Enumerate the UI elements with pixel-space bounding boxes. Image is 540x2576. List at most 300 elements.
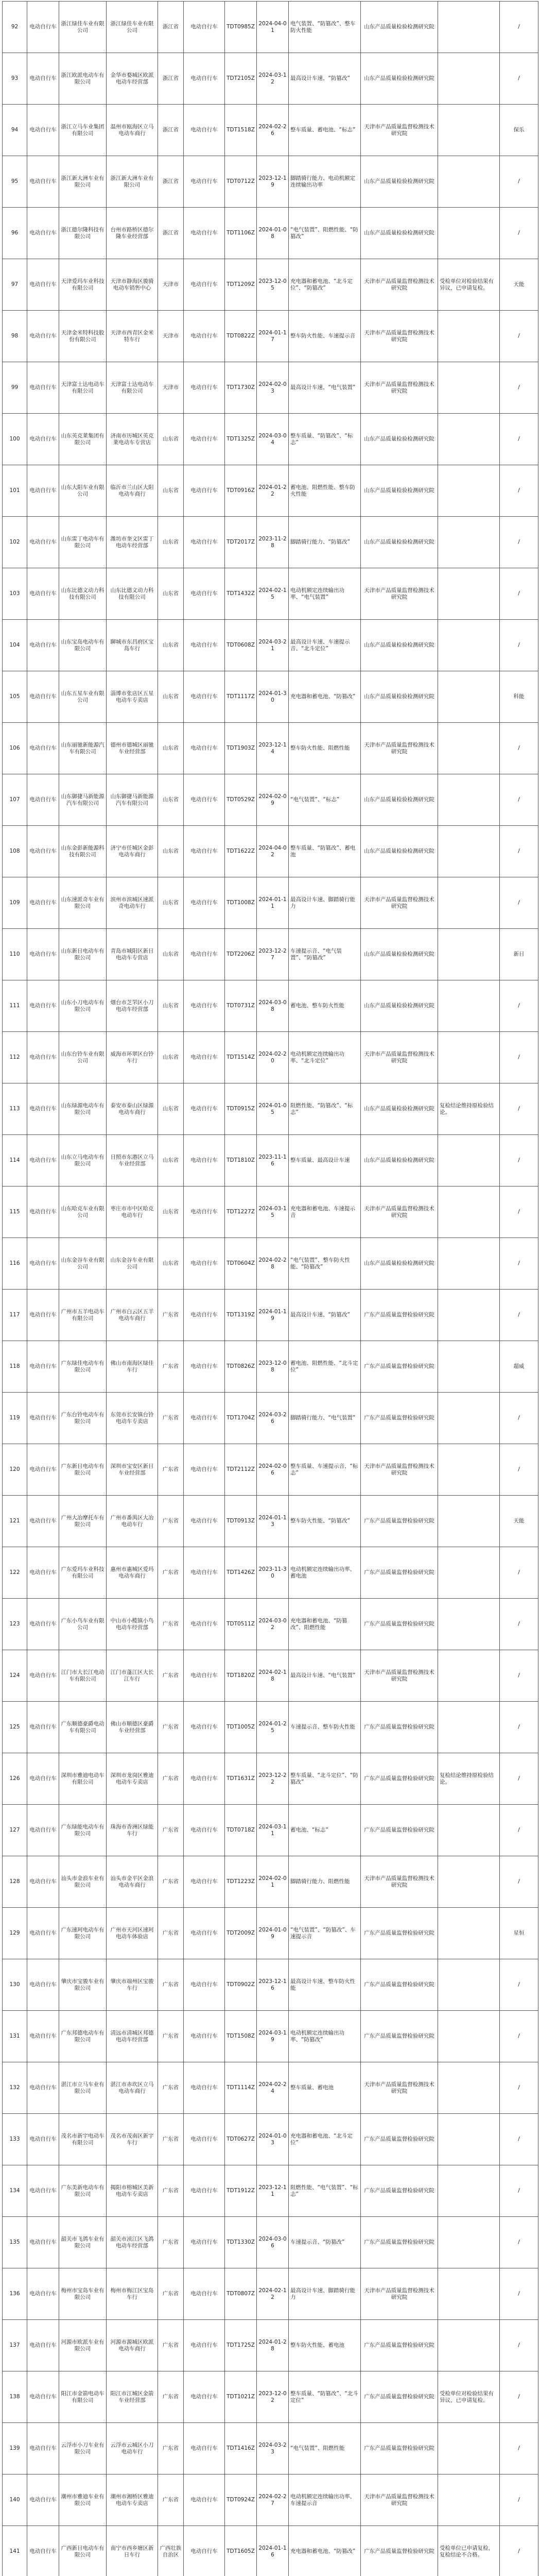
row-number-text: 126	[9, 1775, 20, 1782]
nominal-manufacturer-cell	[59, 53, 107, 105]
nominal-manufacturer-cell	[59, 1290, 107, 1341]
row-number-cell	[3, 1032, 27, 1083]
province-text: 天津市	[162, 333, 179, 339]
brand-cell	[500, 1702, 538, 1753]
row-number-text: 136	[9, 2291, 20, 2297]
failed-items-text: 脚踏骑行能力、阻燃性能	[290, 1878, 350, 1885]
nominal-manufacturer-cell	[59, 2268, 107, 2320]
failed-items-text: 电动机额定连续输出功率、蓄电池	[290, 1566, 355, 1579]
province-text: 山东省	[162, 900, 179, 906]
table-row	[3, 1856, 538, 1908]
remarks-cell	[438, 2268, 500, 2320]
model-number-text: TDT1820Z	[227, 1672, 255, 1679]
model-number-text: TDT1725Z	[227, 2342, 255, 2348]
province-cell	[158, 2011, 184, 2062]
testing-agency-cell	[361, 1496, 438, 1547]
row-number-text: 127	[9, 1827, 20, 1833]
row-number-cell	[3, 465, 27, 517]
row-number-cell	[3, 1238, 27, 1290]
testing-agency-text: 广东产品质量监督检验研究院	[364, 1621, 434, 1627]
row-number-cell	[3, 1753, 27, 1805]
production-date-text: 2024-01-09	[258, 1926, 287, 1940]
testing-agency-text: 天津市产品质量监督检测技术研究院	[364, 1463, 434, 1476]
nominal-manufacturer-text: 广东顺德豪爵电动车有限公司	[61, 1720, 104, 1734]
brand-text: /	[518, 24, 520, 30]
nominal-manufacturer-text: 广东速珂电动车有限公司	[61, 1926, 104, 1940]
table-row	[3, 568, 538, 620]
row-number-cell	[3, 2114, 27, 2165]
testing-agency-text: 广东产品质量监督检验研究院	[364, 1312, 434, 1318]
product-category-cell	[27, 1805, 59, 1856]
model-number-text: TDT2009Z	[227, 1930, 255, 1936]
inspected-unit-cell	[107, 2217, 158, 2268]
row-number-text: 119	[9, 1415, 20, 1421]
table-row	[3, 671, 538, 723]
product-category-text: 电动自行车	[29, 1260, 57, 1266]
province-text: 山东省	[162, 1106, 179, 1112]
product-name-text: 电动自行车	[190, 693, 218, 700]
nominal-manufacturer-text: 广东小鸟车业有限公司	[61, 1617, 104, 1631]
province-cell	[158, 414, 184, 465]
nominal-manufacturer-text: 广西新日电动车有限公司	[61, 2545, 104, 2558]
nominal-manufacturer-text: 河源市欧派车业有限公司	[61, 2338, 104, 2352]
product-category-cell	[27, 1393, 59, 1444]
product-name-cell	[184, 1805, 225, 1856]
testing-agency-cell	[361, 2062, 438, 2114]
product-name-cell	[184, 1290, 225, 1341]
product-name-cell	[184, 1083, 225, 1135]
model-number-text: TDT0807Z	[227, 2291, 255, 2297]
product-category-cell	[27, 2268, 59, 2320]
model-number-cell	[225, 1753, 257, 1805]
product-category-text: 电动自行车	[29, 1209, 57, 1215]
inspected-unit-cell	[107, 723, 158, 774]
product-name-text: 电动自行车	[190, 1930, 218, 1936]
row-number-cell	[3, 980, 27, 1032]
model-number-text: TDT1117Z	[227, 693, 255, 700]
inspected-unit-text: 湛江市赤坎区立马电动车商行	[110, 2081, 154, 2094]
model-number-cell	[225, 774, 257, 826]
product-category-text: 电动自行车	[29, 951, 57, 957]
product-category-cell	[27, 2062, 59, 2114]
nominal-manufacturer-text: 山东大阳车业有限公司	[61, 484, 104, 497]
failed-items-cell	[289, 2423, 361, 2475]
row-number-cell	[3, 517, 27, 568]
inspected-unit-cell	[107, 929, 158, 980]
province-text: 山东省	[162, 951, 179, 957]
brand-text: /	[518, 2497, 520, 2503]
nominal-manufacturer-cell	[59, 877, 107, 929]
row-number-text: 107	[9, 796, 20, 803]
product-category-cell	[27, 105, 59, 156]
product-name-text: 电动自行车	[190, 2136, 218, 2142]
model-number-text: TDT1518Z	[227, 127, 255, 133]
row-number-cell	[3, 877, 27, 929]
brand-text: /	[518, 642, 520, 648]
model-number-cell	[225, 1650, 257, 1702]
inspected-unit-text: 河源市源城区欧派电动车商行	[110, 2338, 154, 2352]
product-name-cell	[184, 53, 225, 105]
model-number-text: TDT1008Z	[227, 900, 255, 906]
model-number-text: TDT0608Z	[227, 642, 255, 648]
product-category-cell	[27, 2320, 59, 2371]
failed-items-text: 最高设计车速、脚踏骑行能力	[290, 2287, 355, 2300]
production-date-cell	[257, 1496, 289, 1547]
failed-items-cell	[289, 259, 361, 311]
table-row	[3, 311, 538, 362]
failed-items-text: 整车质量、“防篡改”、“标志”	[290, 432, 353, 446]
product-category-text: 电动自行车	[29, 333, 57, 339]
product-category-text: 电动自行车	[29, 384, 57, 391]
remarks-cell	[438, 1702, 500, 1753]
failed-items-text: 充电器和蓄电池、“北斗定位”、“防篡改”	[290, 278, 353, 291]
remarks-cell	[438, 929, 500, 980]
product-category-text: 电动自行车	[29, 1312, 57, 1318]
production-date-cell	[257, 774, 289, 826]
production-date-cell	[257, 2062, 289, 2114]
testing-agency-text: 广东产品质量监督检验研究院	[364, 2445, 434, 2451]
production-date-cell	[257, 208, 289, 259]
product-name-cell	[184, 1032, 225, 1083]
brand-cell	[500, 1496, 538, 1547]
nominal-manufacturer-text: 山东速派奇车业有限公司	[61, 896, 104, 909]
province-cell	[158, 1290, 184, 1341]
product-name-cell	[184, 774, 225, 826]
product-name-cell	[184, 414, 225, 465]
model-number-cell	[225, 517, 257, 568]
brand-text: /	[518, 2239, 520, 2245]
product-name-text: 电动自行车	[190, 2342, 218, 2348]
production-date-cell	[257, 2, 289, 53]
testing-agency-cell	[361, 1805, 438, 1856]
nominal-manufacturer-text: 湛江市立马车业有限公司	[61, 2081, 104, 2094]
table-row	[3, 105, 538, 156]
province-cell	[158, 517, 184, 568]
testing-agency-cell	[361, 1702, 438, 1753]
row-number-text: 93	[11, 75, 19, 81]
table-row	[3, 517, 538, 568]
province-cell	[158, 2320, 184, 2371]
remarks-text: 复检结论维持原检验结论。	[440, 1102, 494, 1115]
product-category-cell	[27, 53, 59, 105]
province-text: 广东省	[162, 1466, 179, 1472]
table-row	[3, 1496, 538, 1547]
model-number-cell	[225, 208, 257, 259]
product-name-cell	[184, 1496, 225, 1547]
testing-agency-cell	[361, 671, 438, 723]
testing-agency-cell	[361, 2011, 438, 2062]
row-number-text: 114	[9, 1157, 20, 1163]
product-name-text: 电动自行车	[190, 1209, 218, 1215]
table-row	[3, 208, 538, 259]
product-name-cell	[184, 156, 225, 208]
brand-text: /	[518, 1569, 520, 1575]
nominal-manufacturer-cell	[59, 465, 107, 517]
production-date-text: 2024-01-30	[258, 690, 287, 703]
brand-cell	[500, 311, 538, 362]
failed-items-cell	[289, 2526, 361, 2576]
testing-agency-cell	[361, 311, 438, 362]
production-date-text: 2024-03-19	[258, 2029, 287, 2043]
product-name-cell	[184, 2268, 225, 2320]
province-cell	[158, 1083, 184, 1135]
product-category-cell	[27, 671, 59, 723]
row-number-cell	[3, 1599, 27, 1650]
nominal-manufacturer-cell	[59, 1753, 107, 1805]
product-category-cell	[27, 1547, 59, 1599]
inspected-unit-text: 清远市清城区邦德电动车经营部	[110, 2029, 154, 2043]
production-date-text: 2024-02-20	[258, 1050, 287, 1064]
brand-cell	[500, 1393, 538, 1444]
model-number-cell	[225, 1290, 257, 1341]
model-number-text: TDT1631Z	[227, 1775, 255, 1782]
inspected-unit-text: 珠海市香洲区绿能车行	[110, 1823, 154, 1837]
brand-text: 新日	[513, 951, 525, 957]
inspected-unit-cell	[107, 465, 158, 517]
province-cell	[158, 1702, 184, 1753]
product-name-cell	[184, 259, 225, 311]
province-text: 山东省	[162, 745, 179, 751]
failed-items-text: 车速提示音、整车防火性能	[290, 1724, 355, 1730]
province-text: 广东省	[162, 2239, 179, 2245]
nominal-manufacturer-cell	[59, 1959, 107, 2011]
inspected-unit-text: 深圳市龙岗区雅迪电动车专卖店	[110, 1772, 154, 1785]
remarks-cell	[438, 1083, 500, 1135]
model-number-text: TDT1021Z	[227, 2394, 255, 2400]
row-number-text: 115	[9, 1209, 20, 1215]
model-number-cell	[225, 259, 257, 311]
product-name-text: 电动自行车	[190, 1724, 218, 1730]
product-name-text: 电动自行车	[190, 384, 218, 391]
product-name-text: 电动自行车	[190, 230, 218, 236]
brand-cell	[500, 1805, 538, 1856]
production-date-text: 2024-02-06	[258, 1463, 287, 1476]
brand-cell	[500, 1135, 538, 1187]
product-name-text: 电动自行车	[190, 848, 218, 854]
production-date-text: 2024-02-27	[258, 2493, 287, 2506]
nominal-manufacturer-text: 山东新日电动车有限公司	[61, 947, 104, 961]
testing-agency-text: 广东产品质量监督检验研究院	[364, 1569, 434, 1575]
nominal-manufacturer-cell	[59, 1393, 107, 1444]
row-number-cell	[3, 362, 27, 414]
table-body	[3, 2, 538, 2576]
inspected-unit-cell	[107, 311, 158, 362]
product-name-text: 电动自行车	[190, 1003, 218, 1009]
row-number-text: 118	[9, 1363, 20, 1369]
nominal-manufacturer-cell	[59, 1496, 107, 1547]
product-name-text: 电动自行车	[190, 24, 218, 30]
remarks-cell	[438, 1650, 500, 1702]
row-number-cell	[3, 53, 27, 105]
failed-items-text: 整车质量、“防篡改”、“北斗定位”	[290, 2390, 358, 2403]
failed-items-cell	[289, 1856, 361, 1908]
inspected-unit-cell	[107, 2371, 158, 2423]
product-name-text: 电动自行车	[190, 1672, 218, 1679]
remarks-cell	[438, 980, 500, 1032]
row-number-cell	[3, 2526, 27, 2576]
testing-agency-cell	[361, 929, 438, 980]
row-number-text: 138	[9, 2394, 20, 2400]
inspected-unit-text: 云浮市云城区小刀电动车行	[110, 2442, 154, 2455]
product-name-cell	[184, 929, 225, 980]
production-date-cell	[257, 1702, 289, 1753]
failed-items-cell	[289, 1083, 361, 1135]
inspected-unit-text: 济宁市任城区金彭电动车商行	[110, 844, 154, 858]
table-row	[3, 465, 538, 517]
brand-text: /	[518, 487, 520, 494]
testing-agency-text: 广东产品质量监督检验研究院	[364, 1981, 434, 1988]
product-category-cell	[27, 2165, 59, 2217]
testing-agency-cell	[361, 2526, 438, 2576]
product-category-text: 电动自行车	[29, 281, 57, 287]
product-name-cell	[184, 1599, 225, 1650]
model-number-cell	[225, 311, 257, 362]
product-category-text: 电动自行车	[29, 2239, 57, 2245]
production-date-cell	[257, 2320, 289, 2371]
table-row	[3, 1187, 538, 1238]
failed-items-cell	[289, 517, 361, 568]
province-cell	[158, 1599, 184, 1650]
nominal-manufacturer-text: 江门市大长江电动车有限公司	[61, 1669, 104, 1682]
production-date-text: 2024-03-04	[258, 432, 287, 446]
product-category-text: 电动自行车	[29, 642, 57, 648]
product-name-cell	[184, 1393, 225, 1444]
model-number-cell	[225, 2423, 257, 2475]
product-category-text: 电动自行车	[29, 2342, 57, 2348]
testing-agency-cell	[361, 1547, 438, 1599]
product-category-text: 电动自行车	[29, 2188, 57, 2194]
testing-agency-text: 山东产品质量检验检测研究院	[364, 642, 434, 648]
product-name-text: 电动自行车	[190, 281, 218, 287]
model-number-cell	[225, 53, 257, 105]
inspected-unit-cell	[107, 2423, 158, 2475]
model-number-cell	[225, 2114, 257, 2165]
testing-agency-text: 天津市产品质量监督检测技术研究院	[364, 329, 434, 343]
production-date-text: 2024-03-12	[258, 72, 287, 85]
model-number-cell	[225, 1393, 257, 1444]
row-number-cell	[3, 620, 27, 671]
brand-cell	[500, 1959, 538, 2011]
product-category-cell	[27, 2423, 59, 2475]
model-number-text: TDT0731Z	[227, 1003, 255, 1009]
model-number-cell	[225, 1805, 257, 1856]
product-name-text: 电动自行车	[190, 2033, 218, 2039]
testing-agency-text: 天津市产品质量监督检测技术研究院	[364, 587, 434, 600]
product-category-cell	[27, 1702, 59, 1753]
table-row	[3, 774, 538, 826]
testing-agency-text: 山东产品质量检验检测研究院	[364, 24, 434, 30]
nominal-manufacturer-text: 山东立马电动车有限公司	[61, 1154, 104, 1167]
brand-text: /	[518, 2136, 520, 2142]
row-number-cell	[3, 156, 27, 208]
failed-items-text: 阻燃性能、“防篡改”、“标志”	[290, 1102, 353, 1115]
nominal-manufacturer-cell	[59, 929, 107, 980]
nominal-manufacturer-cell	[59, 1444, 107, 1496]
production-date-text: 2024-01-17	[258, 329, 287, 343]
inspected-unit-text: 台州市路桥区德尔隆车业经营部	[110, 226, 154, 240]
product-category-text: 电动自行车	[29, 2136, 57, 2142]
product-category-cell	[27, 1444, 59, 1496]
model-number-cell	[225, 1959, 257, 2011]
product-name-text: 电动自行车	[190, 2239, 218, 2245]
production-date-cell	[257, 568, 289, 620]
model-number-cell	[225, 877, 257, 929]
remarks-cell	[438, 465, 500, 517]
failed-items-cell	[289, 1393, 361, 1444]
product-category-cell	[27, 259, 59, 311]
brand-cell	[500, 2371, 538, 2423]
brand-cell	[500, 1856, 538, 1908]
province-text: 广东省	[162, 1775, 179, 1782]
production-date-cell	[257, 1187, 289, 1238]
product-name-text: 电动自行车	[190, 1775, 218, 1782]
failed-items-cell	[289, 1805, 361, 1856]
model-number-text: TDT0511Z	[227, 1621, 255, 1627]
testing-agency-cell	[361, 156, 438, 208]
failed-items-text: 蓄电池、阻燃性能、整车防火性能	[290, 484, 355, 497]
model-number-text: TDT1005Z	[227, 1724, 255, 1730]
inspected-unit-text: 日照市东港区立马车业经营部	[110, 1154, 154, 1167]
testing-agency-text: 山东产品质量检验检测研究院	[364, 1003, 434, 1009]
product-name-text: 电动自行车	[190, 1260, 218, 1266]
model-number-cell	[225, 1032, 257, 1083]
inspected-unit-cell	[107, 1393, 158, 1444]
row-number-text: 141	[9, 2548, 20, 2554]
row-number-cell	[3, 2, 27, 53]
product-name-text: 电动自行车	[190, 2291, 218, 2297]
nominal-manufacturer-cell	[59, 826, 107, 877]
failed-items-text: 整车质量、车速提示音、“标志”	[290, 1463, 358, 1476]
brand-text: 科能	[513, 693, 525, 700]
province-text: 山东省	[162, 1054, 179, 1060]
testing-agency-text: 天津市产品质量监督检测技术研究院	[364, 1875, 434, 1888]
product-category-cell	[27, 723, 59, 774]
nominal-manufacturer-cell	[59, 1135, 107, 1187]
production-date-text: 2023-11-30	[258, 1566, 287, 1579]
failed-items-text: 充电器和蓄电池、“防篡改”	[290, 693, 356, 700]
failed-items-cell	[289, 2320, 361, 2371]
production-date-text: 2023-11-16	[258, 1154, 287, 1167]
province-cell	[158, 2423, 184, 2475]
province-text: 山东省	[162, 1003, 179, 1009]
nominal-manufacturer-cell	[59, 362, 107, 414]
testing-agency-cell	[361, 465, 438, 517]
failed-items-text: 电动机额定连续输出功率、“电气装置”	[290, 587, 344, 600]
brand-text: /	[518, 2033, 520, 2039]
testing-agency-text: 广东产品质量监督检验研究院	[364, 2033, 434, 2039]
model-number-cell	[225, 1135, 257, 1187]
testing-agency-cell	[361, 1187, 438, 1238]
model-number-cell	[225, 2217, 257, 2268]
inspected-unit-cell	[107, 1238, 158, 1290]
province-cell	[158, 980, 184, 1032]
product-name-text: 电动自行车	[190, 75, 218, 81]
model-number-text: TDT2105Z	[227, 75, 255, 81]
inspected-unit-cell	[107, 774, 158, 826]
production-date-cell	[257, 156, 289, 208]
model-number-text: TDT2017Z	[227, 539, 255, 545]
inspected-unit-text: 佛山市顺德区豪爵车业经营部	[110, 1720, 154, 1734]
failed-items-text: 整车质量、蓄电池	[290, 2084, 334, 2091]
product-category-cell	[27, 1290, 59, 1341]
remarks-cell	[438, 568, 500, 620]
province-text: 广东省	[162, 2497, 179, 2503]
product-category-cell	[27, 826, 59, 877]
inspected-unit-text: 茂名市茂南区新宇车行	[110, 2132, 154, 2146]
product-name-cell	[184, 2371, 225, 2423]
production-date-cell	[257, 1547, 289, 1599]
province-cell	[158, 1135, 184, 1187]
